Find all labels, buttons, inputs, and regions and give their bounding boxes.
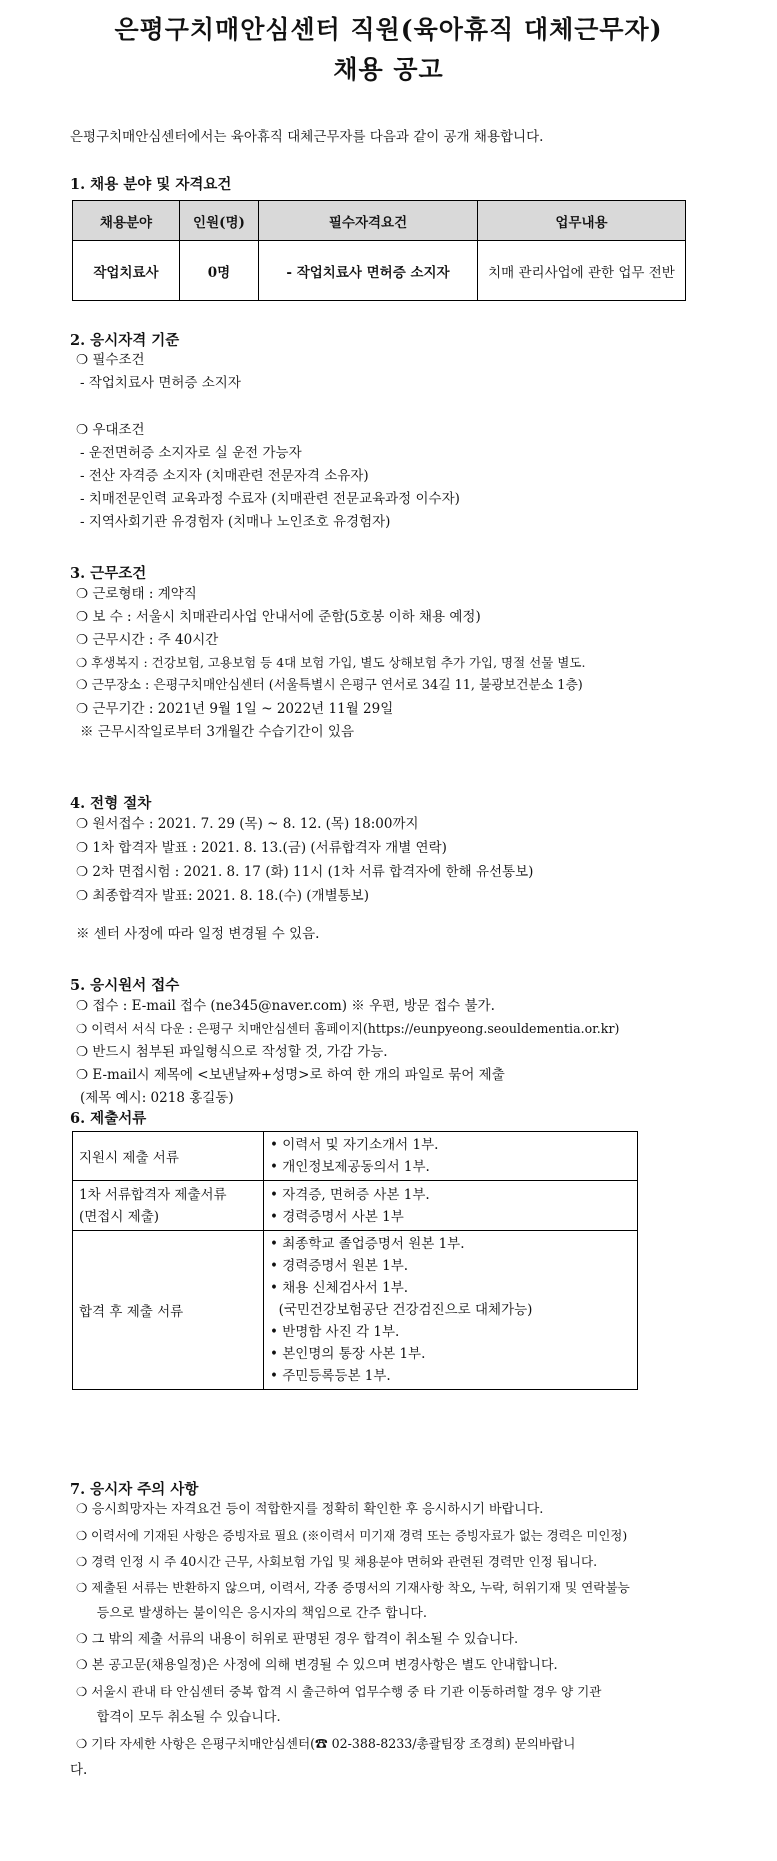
- list-item: ❍ 서울시 관내 타 안심센터 중복 합격 시 출근하여 업무수행 중 타 기관 이동하려할 경우 양 기관: [76, 1684, 602, 1699]
- list-item: ❍ 응시희망자는 자격요건 등이 적합한지를 정확히 확인한 후 응시하시기 바랍니다.: [76, 1502, 544, 1517]
- section1-heading: 1. 채용 분야 및 자격요건: [70, 176, 232, 193]
- list-item: 등으로 발생하는 불이익은 응시자의 책임으로 간주 합니다.: [76, 1606, 427, 1621]
- table-cell: 지원시 제출 서류: [73, 1132, 264, 1181]
- list-item: ❍ 경력 인정 시 주 40시간 근무, 사회보험 가입 및 채용분야 면허와 관련된 경력만 인정 됩니다.: [76, 1554, 598, 1569]
- notice-subtitle: 채용 공고: [333, 55, 444, 84]
- intro-text: 은평구치매안심센터에서는 육아휴직 대체근무자를 다음과 같이 공개 채용합니다.: [70, 129, 544, 145]
- list-item: • 최종학교 졸업증명서 원본 1부.: [270, 1236, 465, 1252]
- list-item: • 주민등록등본 1부.: [270, 1368, 391, 1384]
- list-item: - 운전면허증 소지자로 실 운전 가능자: [80, 445, 302, 461]
- table-cell: 1차 서류합격자 제출서류 (면접시 제출): [73, 1181, 264, 1231]
- list-item: ❍ E-mail시 제목에 <보낸날짜+성명>로 하여 한 개의 파일로 묶어 제출: [76, 1067, 505, 1083]
- notice-title: 은평구치매안심센터 직원(육아휴직 대체근무자): [114, 15, 663, 44]
- section5-heading: 5. 응시원서 접수: [70, 977, 180, 994]
- section6-heading: 6. 제출서류: [70, 1110, 147, 1127]
- table-cell: - 작업치료사 면허증 소지자: [259, 241, 478, 301]
- table-header: 업무내용: [478, 201, 686, 241]
- list-item: • 채용 신체검사서 1부.: [270, 1280, 409, 1296]
- list-item: ❍ 그 밖의 제출 서류의 내용이 허위로 판명된 경우 합격이 취소될 수 있습니다.: [76, 1632, 519, 1647]
- table-header: 채용분야: [73, 201, 180, 241]
- list-item: - 작업치료사 면허증 소지자: [80, 375, 241, 391]
- list-item: ❍ 이력서 서식 다운 : 은평구 치매안심센터 홈페이지(https://eunpyeong.seouldementia.or.kr): [76, 1021, 620, 1036]
- list-item: ❍ 필수조건: [76, 352, 145, 368]
- list-item: ❍ 보 수 : 서울시 치매관리사업 안내서에 준함(5호봉 이하 채용 예정): [76, 609, 481, 625]
- section2-heading: 2. 응시자격 기준: [70, 332, 180, 349]
- list-item: ❍ 근무장소 : 은평구치매안심센터 (서울특별시 은평구 연서로 34길 11, 불광보건분소 1층): [76, 678, 583, 693]
- list-item: (국민건강보험공단 건강검진으로 대체가능): [270, 1302, 533, 1318]
- section4-heading: 4. 전형 절차: [70, 795, 152, 812]
- list-item: • 본인명의 통장 사본 1부.: [270, 1346, 426, 1362]
- list-item: - 치매전문인력 교육과정 수료자 (치매관련 전문교육과정 이수자): [80, 491, 460, 507]
- list-item: (제목 예시: 0218 홍길동): [80, 1090, 234, 1106]
- table-header: 필수자격요건: [259, 201, 478, 241]
- table-cell: 0명: [180, 241, 259, 301]
- list-item: - 지역사회기관 유경험자 (치매나 노인조호 유경험자): [80, 514, 391, 530]
- list-item: ❍ 원서접수 : 2021. 7. 29 (목) ~ 8. 12. (목) 18:00까지: [76, 816, 419, 832]
- list-item: 다.: [70, 1762, 88, 1778]
- table-cell: 치매 관리사업에 관한 업무 전반: [478, 241, 686, 301]
- list-item: ❍ 근무시간 : 주 40시간: [76, 632, 219, 648]
- table-row: [73, 1181, 638, 1231]
- list-item: • 개인정보제공동의서 1부.: [270, 1159, 430, 1175]
- list-item: ❍ 기타 자세한 사항은 은평구치매안심센터(☎ 02-388-8233/총괄팀장 조경희) 문의바랍니: [76, 1736, 576, 1751]
- table-cell: [264, 1132, 638, 1181]
- table-header: 인원(명): [180, 201, 259, 241]
- list-item: ❍ 근로형태 : 계약직: [76, 586, 197, 602]
- list-item: • 이력서 및 자기소개서 1부.: [270, 1137, 439, 1153]
- table-header-row: [73, 201, 686, 241]
- recruit-table: [72, 200, 686, 301]
- section3-heading: 3. 근무조건: [70, 565, 147, 582]
- list-item: ❍ 2차 면접시험 : 2021. 8. 17 (화) 11시 (1차 서류 합격자에 한해 유선통보): [76, 864, 534, 880]
- list-item: ❍ 우대조건: [76, 422, 145, 438]
- list-item: ❍ 접수 : E-mail 접수 (ne345@naver.com) ※ 우편, 방문 접수 불가.: [76, 998, 495, 1014]
- section7-heading: 7. 응시자 주의 사항: [70, 1481, 199, 1498]
- list-item: • 경력증명서 원본 1부.: [270, 1258, 409, 1274]
- table-cell: [264, 1231, 638, 1390]
- list-item: - 전산 자격증 소지자 (치매관련 전문자격 소유자): [80, 468, 369, 484]
- table-row: [73, 241, 686, 301]
- list-item: ※ 근무시작일로부터 3개월간 수습기간이 있음: [80, 724, 354, 740]
- list-item: • 반명함 사진 각 1부.: [270, 1324, 400, 1340]
- table-cell: 작업치료사: [73, 241, 180, 301]
- table-cell: 합격 후 제출 서류: [73, 1231, 264, 1390]
- schedule-note: ※ 센터 사정에 따라 일정 변경될 수 있음.: [76, 926, 320, 942]
- table-row: [73, 1132, 638, 1181]
- list-item: ❍ 제출된 서류는 반환하지 않으며, 이력서, 각종 증명서의 기재사항 착오, 누락, 허위기재 및 연락불능: [76, 1580, 630, 1595]
- list-item: ❍ 본 공고문(채용일정)은 사정에 의해 변경될 수 있으며 변경사항은 별도 안내합니다.: [76, 1658, 558, 1673]
- list-item: ❍ 근무기간 : 2021년 9월 1일 ~ 2022년 11월 29일: [76, 701, 394, 717]
- table-row: [73, 1231, 638, 1390]
- list-item: • 경력증명서 사본 1부: [270, 1208, 404, 1225]
- list-item: • 자격증, 면허증 사본 1부.: [270, 1186, 430, 1203]
- list-item: ❍ 최종합격자 발표: 2021. 8. 18.(수) (개별통보): [76, 888, 369, 904]
- list-item: ❍ 반드시 첨부된 파일형식으로 작성할 것, 가감 가능.: [76, 1044, 388, 1060]
- list-item: ❍ 이력서에 기재된 사항은 증빙자료 필요 (※이력서 미기재 경력 또는 증빙자료가 없는 경력은 미인정): [76, 1528, 628, 1543]
- list-item: ❍ 후생복지 : 건강보험, 고용보험 등 4대 보험 가입, 별도 상해보험 추가 가입, 명절 선물 별도.: [76, 655, 586, 670]
- table-cell: [264, 1181, 638, 1231]
- list-item: ❍ 1차 합격자 발표 : 2021. 8. 13.(금) (서류합격자 개별 연락): [76, 840, 447, 856]
- list-item: 합격이 모두 취소될 수 있습니다.: [76, 1710, 281, 1725]
- documents-table: [72, 1131, 638, 1390]
